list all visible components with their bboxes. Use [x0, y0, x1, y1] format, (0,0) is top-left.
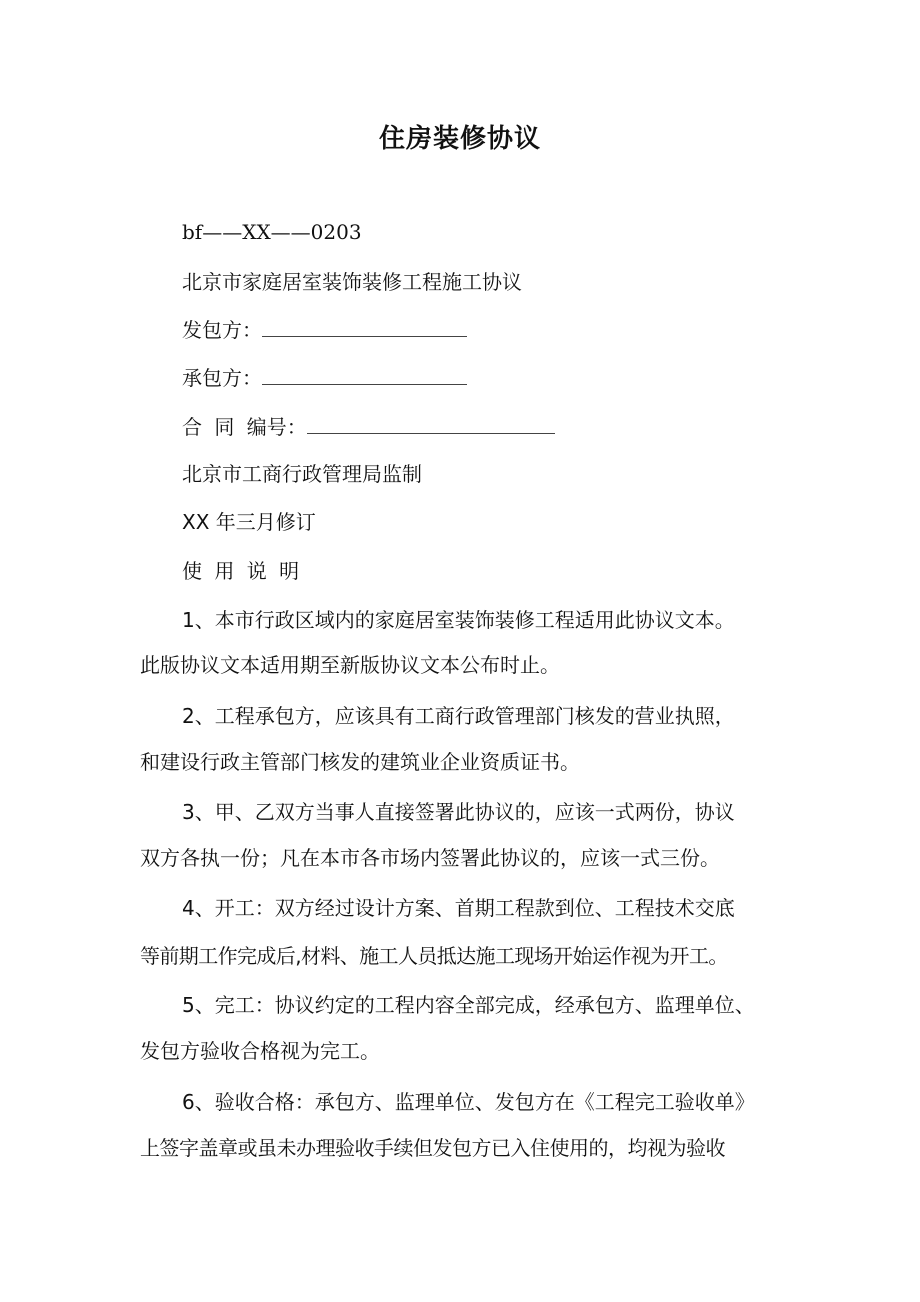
- document-code: bf——XX——0203: [182, 220, 362, 244]
- instructions-heading: 使 用 说 明: [182, 559, 300, 583]
- party-b-line: [182, 364, 467, 392]
- paragraph-1-line-1: 1、本市行政区域内的家庭居室装饰装修工程适用此协议文本。: [182, 608, 735, 632]
- party-b-blank: [262, 364, 467, 385]
- paragraph-4-line-1: 4、开工：双方经过设计方案、首期工程款到位、工程技术交底: [182, 896, 735, 920]
- contract-no-line: [182, 413, 555, 441]
- paragraph-6-line-2: 上签字盖章或虽未办理验收手续但发包方已入住使用的，均视为验收: [140, 1136, 725, 1160]
- paragraph-4-line-2: 等前期工作完成后,材料、施工人员抵达施工现场开始运作视为开工。: [140, 944, 728, 968]
- paragraph-3-line-2: 双方各执一份；凡在本市各市场内签署此协议的，应该一式三份。: [140, 846, 720, 870]
- party-a-label: 发包方：: [182, 318, 262, 342]
- paragraph-2-line-2: 和建设行政主管部门核发的建筑业企业资质证书。: [140, 750, 580, 774]
- paragraph-1-line-2: 此版协议文本适用期至新版协议文本公布时止。: [140, 653, 560, 677]
- paragraph-5-line-1: 5、完工：协议约定的工程内容全部完成，经承包方、监理单位、: [182, 993, 755, 1017]
- paragraph-3-line-1: 3、甲、乙双方当事人直接签署此协议的，应该一式两份，协议: [182, 800, 735, 824]
- subtitle: 北京市家庭居室装饰装修工程施工协议: [182, 270, 522, 294]
- party-b-label: 承包方：: [182, 366, 262, 390]
- supervisor: 北京市工商行政管理局监制: [182, 462, 422, 486]
- contract-no-label: 合 同 编号：: [182, 415, 307, 439]
- paragraph-6-line-1: 6、验收合格：承包方、监理单位、发包方在《工程完工验收单》: [182, 1090, 755, 1114]
- party-a-line: [182, 316, 467, 344]
- revision: XX 年三月修订: [182, 510, 316, 534]
- party-a-blank: [262, 316, 467, 337]
- paragraph-2-line-1: 2、工程承包方，应该具有工商行政管理部门核发的营业执照，: [182, 704, 735, 728]
- document-title: 住房装修协议: [378, 124, 541, 154]
- paragraph-5-line-2: 发包方验收合格视为完工。: [140, 1039, 380, 1063]
- contract-no-blank: [307, 413, 555, 434]
